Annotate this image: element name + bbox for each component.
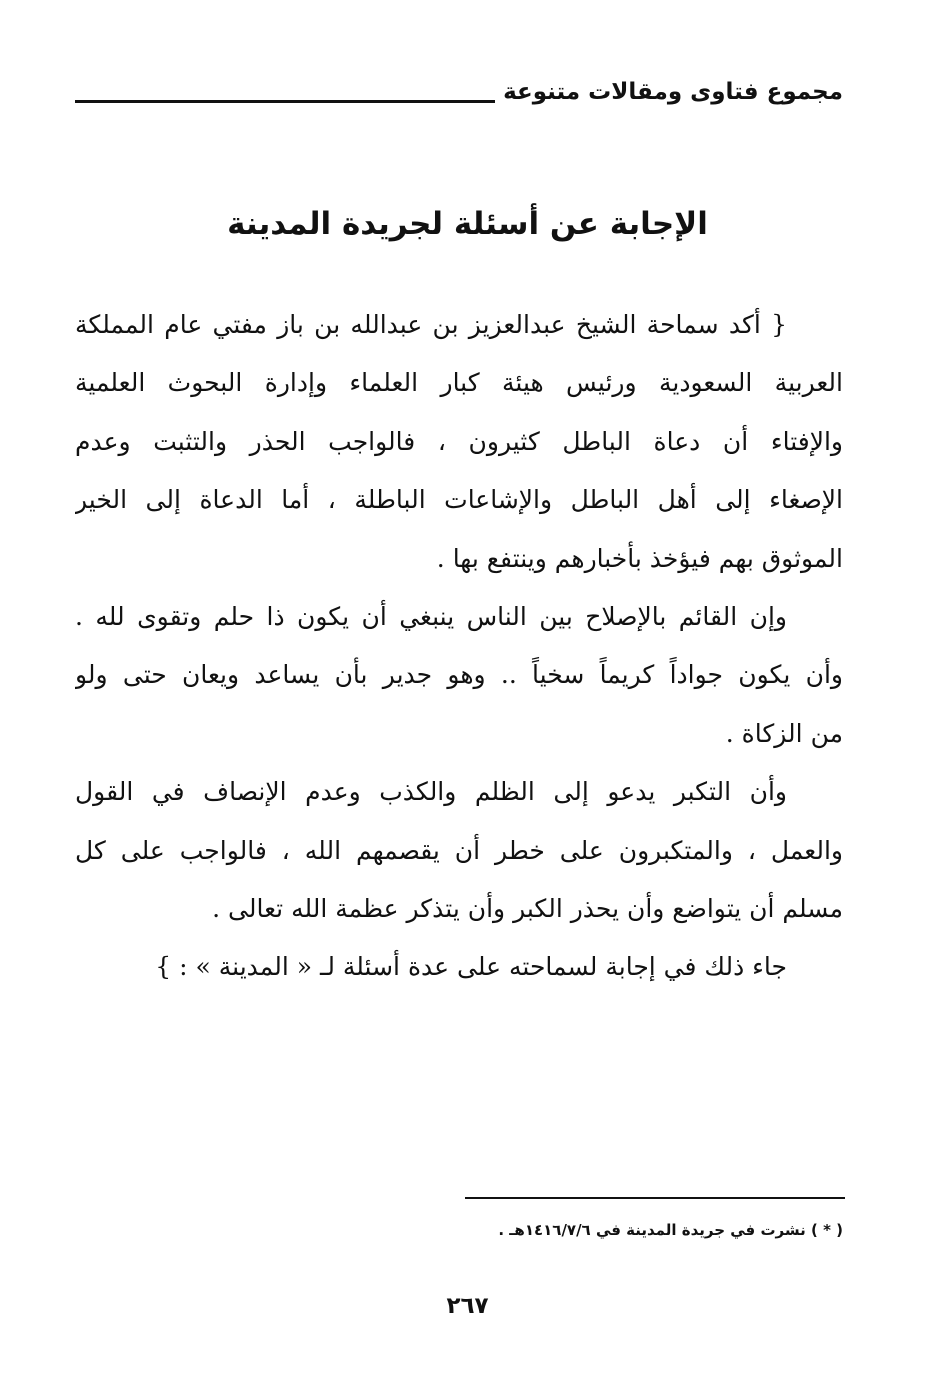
footnote-rule <box>465 1197 845 1199</box>
text-line: العربية السعودية ورئيس هيئة كبار العلماء وإدارة البحوث العلمية <box>75 368 843 398</box>
text-line: من الزكاة . <box>725 718 843 748</box>
text-line: وإن القائم بالإصلاح بين الناس ينبغي أن يكون ذا حلم وتقوى لله . <box>75 601 787 631</box>
article-body <box>75 296 843 997</box>
text-line: وأن يكون جواداً كريماً سخياً .. وهو جدير بأن يساعد ويعان حتى ولو <box>75 660 843 690</box>
text-line: مسلم أن يتواضع وأن يحذر الكبر وأن يتذكر عظمة الله تعالى . <box>212 893 843 923</box>
text-line: والإفتاء أن دعاة الباطل كثيرون ، فالواجب الحذر والتثبت وعدم <box>75 426 843 456</box>
text-line: { أكد سماحة الشيخ عبدالعزيز بن عبدالله بن باز مفتي عام المملكة <box>75 310 787 339</box>
running-head: مجموع فتاوى ومقالات متنوعة <box>503 79 843 105</box>
footnote: ( * ) نشرت في جريدة المدينة في ١٤١٦/٧/٦هـ . <box>498 1221 843 1239</box>
text-line: وأن التكبر يدعو إلى الظلم والكذب وعدم الإنصاف في القول <box>75 777 787 807</box>
text-line: والعمل ، والمتكبرون على خطر أن يقصمهم الله ، فالواجب على كل <box>75 835 843 865</box>
page-number: ٢٦٧ <box>446 1293 489 1319</box>
text-line: جاء ذلك في إجابة لسماحته على عدة أسئلة لـ « المدينة » : } <box>155 952 787 982</box>
header-rule <box>75 100 495 103</box>
text-line: الموثوق بهم فيؤخذ بأخبارهم وينتفع بها . <box>436 543 843 573</box>
text-line: الإصغاء إلى أهل الباطل والإشاعات الباطلة ، أما الدعاة إلى الخير <box>75 485 843 515</box>
article-title: الإجابة عن أسئلة لجريدة المدينة <box>227 206 708 242</box>
